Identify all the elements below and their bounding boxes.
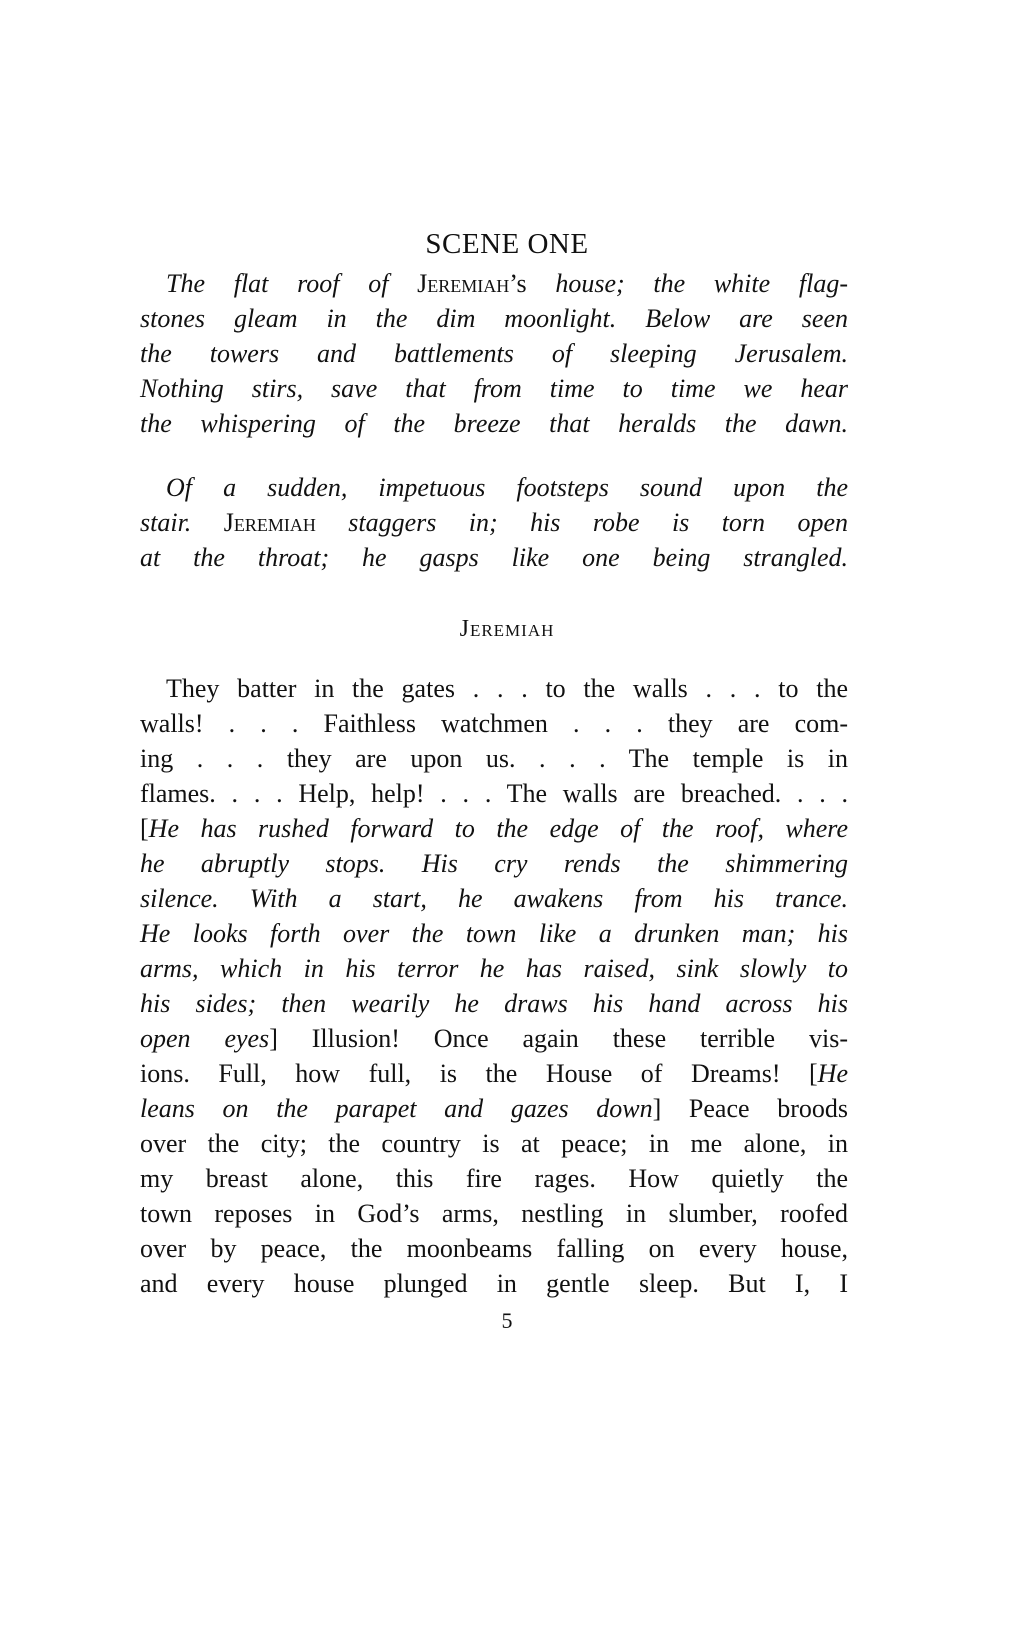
text-line xyxy=(140,881,848,916)
text-segment: town reposes in God’s arms, nestling in slumber, roofed xyxy=(140,1199,848,1228)
text-segment: my breast alone, this fire rages. How quietly the xyxy=(140,1164,848,1193)
text-segment: Nothing stirs, save that from time to time we hear xyxy=(140,374,848,403)
text-segment: ’s xyxy=(509,269,556,298)
text-segment: He xyxy=(817,1059,848,1088)
text-segment: stones gleam in the dim moonlight. Below are seen xyxy=(140,304,848,333)
text-line xyxy=(140,1021,848,1056)
text-segment: ions. Full, how full, is the House of Dreams! [ xyxy=(140,1059,818,1088)
text-segment: ] Peace broods xyxy=(652,1094,848,1123)
text-line xyxy=(140,336,848,371)
text-line xyxy=(140,505,848,540)
text-segment: staggers in; his robe is torn open xyxy=(315,508,848,537)
text-segment: ] Illusion! Once again these terrible vis- xyxy=(269,1024,848,1053)
text-line xyxy=(140,1161,848,1196)
text-segment: open eyes xyxy=(140,1024,270,1053)
text-line xyxy=(140,266,848,301)
scene-title: SCENE ONE xyxy=(425,228,589,260)
text-line xyxy=(140,916,848,951)
speaker-heading: Jeremiah xyxy=(459,616,555,642)
page-number: 5 xyxy=(501,1308,513,1333)
text-line xyxy=(140,1091,848,1126)
text-line xyxy=(140,776,848,811)
text-segment: The flat roof of xyxy=(166,269,418,298)
text-line xyxy=(140,1056,848,1091)
text-line xyxy=(140,741,848,776)
text-segment: he abruptly stops. His cry rends the shimmering xyxy=(140,849,848,878)
text-line xyxy=(140,951,848,986)
text-segment: the towers and battlements of sleeping Jerusalem. xyxy=(140,339,848,368)
text-segment: at the throat; he gasps like one being strangled. xyxy=(140,543,848,572)
text-segment: He looks forth over the town like a drunken man; his xyxy=(140,919,848,948)
text-segment: leans on the parapet and gazes down xyxy=(140,1094,653,1123)
text-line xyxy=(140,406,848,441)
text-segment: Jeremiah xyxy=(223,508,316,537)
text-segment: Of a sudden, impetuous footsteps sound upon the xyxy=(166,473,848,502)
text-line xyxy=(140,540,848,575)
text-line xyxy=(140,1196,848,1231)
text-segment: ing . . . they are upon us. . . . The temple is in xyxy=(140,744,848,773)
text-segment: and every house plunged in gentle sleep. But I, I xyxy=(140,1269,848,1298)
text-segment: house; the white flag- xyxy=(555,269,848,298)
text-segment: flames. . . . Help, help! . . . The walls are breached. . . . xyxy=(140,779,848,808)
text-line xyxy=(140,1266,848,1301)
text-segment: his sides; then wearily he draws his hand across his xyxy=(140,989,848,1018)
text-segment: Jeremiah xyxy=(417,269,510,298)
text-segment: silence. With a start, he awakens from his trance. xyxy=(140,884,848,913)
text-line xyxy=(140,706,848,741)
text-segment: They batter in the gates . . . to the walls . . . to the xyxy=(166,674,848,703)
text-line xyxy=(140,811,848,846)
text-line xyxy=(140,1126,848,1161)
stage-direction-1 xyxy=(140,266,848,441)
text-segment: walls! . . . Faithless watchmen . . . they are com- xyxy=(140,709,848,738)
text-segment: the whispering of the breeze that heralds the dawn. xyxy=(140,409,848,438)
text-line xyxy=(140,986,848,1021)
text-line xyxy=(140,371,848,406)
text-segment: [ xyxy=(140,814,149,843)
stage-direction-2 xyxy=(140,470,848,575)
text-segment: He has rushed forward to the edge of the roof, where xyxy=(148,814,848,843)
text-line xyxy=(140,1231,848,1266)
text-segment: over the city; the country is at peace; in me alone, in xyxy=(140,1129,848,1158)
text-line xyxy=(140,301,848,336)
text-line xyxy=(140,671,848,706)
text-segment: stair. xyxy=(140,508,224,537)
text-line xyxy=(140,846,848,881)
text-segment: arms, which in his terror he has raised, sink slowly to xyxy=(140,954,848,983)
speech-text xyxy=(140,671,848,1301)
text-line xyxy=(140,470,848,505)
text-segment: over by peace, the moonbeams falling on every house, xyxy=(140,1234,848,1263)
